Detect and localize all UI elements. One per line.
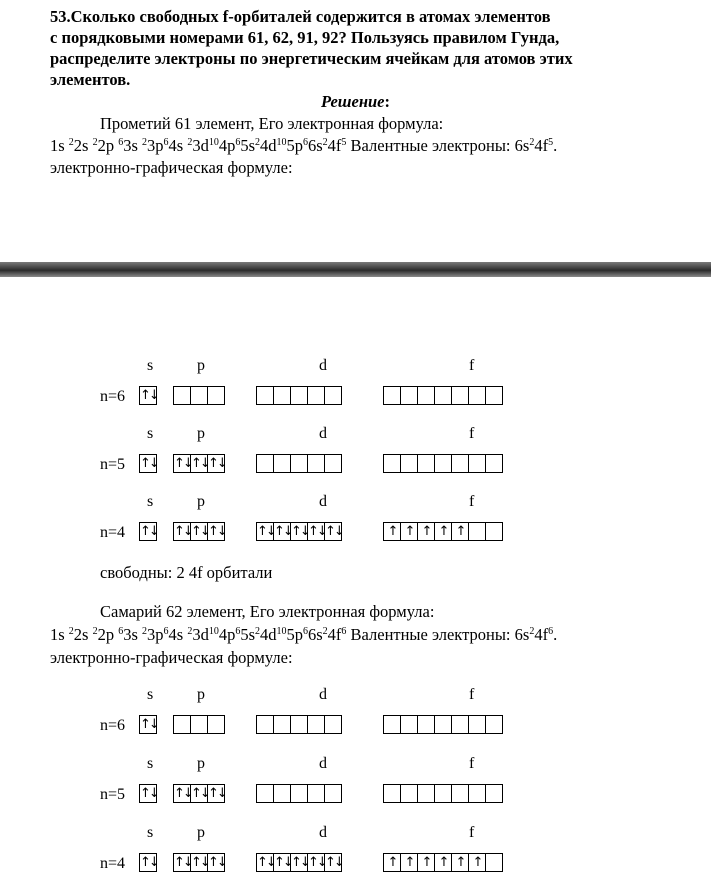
orbital-cell-f <box>451 784 469 803</box>
orbital-cell-f <box>485 784 503 803</box>
orbital-cell-d <box>324 784 342 803</box>
config-text: 4f <box>534 136 549 155</box>
orbital-cell-d <box>324 715 342 734</box>
orbital-cell-f: ↑ <box>400 522 418 541</box>
page-break-band <box>0 262 711 277</box>
config-superscript: 2 <box>322 137 328 148</box>
config-text: . <box>553 625 558 644</box>
orbital-cell-p <box>190 386 208 405</box>
orbital-cell-f <box>434 386 452 405</box>
orbital-cell-d: ↑↓ <box>274 855 292 870</box>
orbital-cell-f <box>485 715 503 734</box>
config-text: 4f <box>534 625 549 644</box>
config-text: 4s <box>168 136 188 155</box>
config-text: 5s <box>240 625 255 644</box>
orbital-cell-f: ↑ <box>434 522 452 541</box>
orbital-cell-s: ↑↓ <box>140 388 158 403</box>
orbital-cell-f <box>485 386 503 405</box>
promethium-config <box>50 136 557 156</box>
sublevel-header-f: f <box>469 686 475 703</box>
orbital-cell-d: ↑↓ <box>308 855 326 870</box>
orbital-cell-p: ↑↓ <box>208 855 226 870</box>
orbital-cell-f <box>383 454 401 473</box>
orbital-cell-f <box>485 522 503 541</box>
config-superscript: 2 <box>142 137 148 148</box>
orbital-cell-d: ↑↓ <box>274 524 292 539</box>
orbital-cell-f <box>485 454 503 473</box>
config-text: 3d <box>192 136 209 155</box>
sublevel-header-s: s <box>147 357 154 374</box>
orbital-cell-f <box>417 784 435 803</box>
promethium-diagram-label: электронно-графическая формуле: <box>50 158 293 177</box>
config-superscript: 6 <box>548 626 554 637</box>
orbital-cell-d <box>256 715 274 734</box>
config-text: 2p <box>97 625 119 644</box>
orbital-cell-d <box>307 454 325 473</box>
orbital-cell-d: ↑↓ <box>257 855 275 870</box>
orbital-cell-d <box>324 386 342 405</box>
config-text: 4f <box>327 136 342 155</box>
orbital-cell-d <box>290 784 308 803</box>
orbital-cell-f: ↑ <box>417 853 435 872</box>
sublevel-header-d: d <box>319 824 327 841</box>
sublevel-header-p: p <box>197 425 205 442</box>
level-label: n=4 <box>100 855 126 872</box>
config-text: 6s <box>307 625 323 644</box>
config-superscript: 2 <box>68 626 74 637</box>
orbital-cell-p: ↑↓ <box>174 456 192 471</box>
orbital-cell-d <box>290 715 308 734</box>
orbital-cell-p: ↑↓ <box>191 855 209 870</box>
orbital-cell-s: ↑↓ <box>140 456 158 471</box>
problem-line-2: с порядковыми номерами 61, 62, 91, 92? Пользуясь правилом Гунда, <box>50 28 560 47</box>
solution-heading: Решение: <box>320 92 391 111</box>
orbital-cell-f <box>400 386 418 405</box>
orbital-cell-f: ↑ <box>383 522 401 541</box>
config-superscript: 5 <box>548 137 554 148</box>
config-text: 5p <box>286 136 303 155</box>
sublevel-header-p: p <box>197 824 205 841</box>
orbital-cell-d <box>307 784 325 803</box>
orbital-cell-p: ↑↓ <box>191 524 209 539</box>
orbital-cell-p <box>207 715 225 734</box>
config-text: 4p <box>218 136 236 155</box>
promethium-free-note: свободны: 2 4f орбитали <box>100 563 273 582</box>
problem-statement <box>50 6 675 90</box>
sublevel-header-d: d <box>319 686 327 703</box>
sublevel-header-p: p <box>197 755 205 772</box>
problem-line-1: 53.Сколько свободных f-орбиталей содержится в атомах элементов <box>50 7 551 26</box>
level-label: n=6 <box>100 717 126 734</box>
config-text: 3d <box>192 625 209 644</box>
orbital-cell-p <box>190 715 208 734</box>
orbital-cell-f <box>417 386 435 405</box>
config-text: 3s <box>123 625 143 644</box>
sublevel-header-s: s <box>147 824 154 841</box>
orbital-cell-d: ↑↓ <box>291 524 309 539</box>
config-superscript: 6 <box>163 626 169 637</box>
orbital-cell-d <box>273 715 291 734</box>
orbital-cell-s: ↑↓ <box>140 786 158 801</box>
orbital-cell-f <box>451 386 469 405</box>
config-superscript: 2 <box>142 626 148 637</box>
orbital-cell-s: ↑↓ <box>140 717 158 732</box>
orbital-cell-f <box>417 454 435 473</box>
orbital-cell-d <box>273 386 291 405</box>
sublevel-header-d: d <box>319 425 327 442</box>
sublevel-header-d: d <box>319 755 327 772</box>
level-label: n=5 <box>100 456 126 473</box>
orbital-cell-f <box>417 715 435 734</box>
orbital-cell-s: ↑↓ <box>140 524 158 539</box>
orbital-cell-p: ↑↓ <box>174 855 192 870</box>
level-label: n=5 <box>100 786 126 803</box>
config-text: 3p <box>147 136 164 155</box>
orbital-cell-p <box>173 386 191 405</box>
orbital-cell-f <box>383 784 401 803</box>
orbital-cell-f <box>434 454 452 473</box>
config-superscript: 2 <box>92 626 98 637</box>
config-superscript: 10 <box>276 137 287 148</box>
orbital-cell-p <box>207 386 225 405</box>
config-superscript: 10 <box>208 137 219 148</box>
sublevel-header-p: p <box>197 686 205 703</box>
orbital-cell-p: ↑↓ <box>208 786 226 801</box>
orbital-cell-p: ↑↓ <box>191 456 209 471</box>
orbital-cell-s: ↑↓ <box>140 855 158 870</box>
orbital-cell-d <box>307 715 325 734</box>
orbital-cell-p: ↑↓ <box>174 524 192 539</box>
orbital-cell-d <box>307 386 325 405</box>
promethium-intro: Прометий 61 элемент, Его электронная формула: <box>100 114 444 133</box>
config-superscript: 2 <box>529 626 535 637</box>
sublevel-header-f: f <box>469 493 475 510</box>
config-superscript: 2 <box>187 626 193 637</box>
config-superscript: 2 <box>529 137 535 148</box>
config-superscript: 6 <box>118 626 124 637</box>
orbital-cell-f: ↑ <box>434 853 452 872</box>
samarium-intro: Самарий 62 элемент, Его электронная формула: <box>100 602 435 621</box>
config-superscript: 6 <box>302 137 308 148</box>
config-text: 3s <box>123 136 143 155</box>
config-superscript: 2 <box>254 137 260 148</box>
orbital-cell-f: ↑ <box>468 853 486 872</box>
level-label: n=6 <box>100 388 126 405</box>
orbital-cell-p: ↑↓ <box>208 456 226 471</box>
orbital-cell-d <box>256 454 274 473</box>
config-text: 4f <box>327 625 342 644</box>
sublevel-header-s: s <box>147 686 154 703</box>
config-superscript: 6 <box>118 137 124 148</box>
orbital-cell-f <box>383 386 401 405</box>
orbital-cell-f: ↑ <box>451 522 469 541</box>
orbital-cell-d <box>290 454 308 473</box>
orbital-cell-d <box>324 454 342 473</box>
config-text: 4d <box>259 625 277 644</box>
sublevel-header-f: f <box>469 755 475 772</box>
orbital-cell-f <box>468 454 486 473</box>
config-superscript: 6 <box>302 626 308 637</box>
orbital-cell-f <box>468 522 486 541</box>
orbital-cell-d <box>290 386 308 405</box>
problem-line-3: распределите электроны по энергетическим ячейкам для атомов этих <box>50 49 573 68</box>
orbital-cell-d <box>256 784 274 803</box>
orbital-cell-d: ↑↓ <box>291 855 309 870</box>
orbital-cell-f <box>468 386 486 405</box>
orbital-cell-f: ↑ <box>400 853 418 872</box>
orbital-cell-p: ↑↓ <box>191 786 209 801</box>
config-text: 3p <box>147 625 164 644</box>
orbital-cell-d <box>273 784 291 803</box>
config-text: 1s <box>50 625 69 644</box>
config-superscript: 2 <box>92 137 98 148</box>
orbital-cell-f <box>451 715 469 734</box>
config-text: Валентные электроны: 6s <box>346 625 530 644</box>
orbital-cell-f <box>468 715 486 734</box>
config-superscript: 6 <box>235 626 241 637</box>
orbital-cell-f <box>468 784 486 803</box>
config-superscript: 2 <box>254 626 260 637</box>
orbital-cell-p <box>173 715 191 734</box>
config-superscript: 6 <box>341 626 347 637</box>
sublevel-header-f: f <box>469 824 475 841</box>
config-superscript: 6 <box>235 137 241 148</box>
config-text: . <box>553 136 558 155</box>
config-text: 1s <box>50 136 69 155</box>
config-superscript: 10 <box>208 626 219 637</box>
sublevel-header-d: d <box>319 493 327 510</box>
orbital-cell-f <box>434 784 452 803</box>
config-text: 6s <box>307 136 323 155</box>
orbital-cell-f: ↑ <box>383 853 401 872</box>
orbital-cell-p: ↑↓ <box>174 786 192 801</box>
orbital-cell-d: ↑↓ <box>257 524 275 539</box>
orbital-cell-d <box>256 386 274 405</box>
config-text: 5p <box>286 625 303 644</box>
orbital-cell-f <box>485 853 503 872</box>
config-text: 4s <box>168 625 188 644</box>
orbital-cell-f <box>434 715 452 734</box>
config-superscript: 10 <box>276 626 287 637</box>
orbital-cell-p: ↑↓ <box>208 524 226 539</box>
orbital-cell-f <box>400 715 418 734</box>
orbital-cell-d: ↑↓ <box>308 524 326 539</box>
sublevel-header-d: d <box>319 357 327 374</box>
config-superscript: 6 <box>163 137 169 148</box>
config-superscript: 2 <box>187 137 193 148</box>
sublevel-header-s: s <box>147 425 154 442</box>
sublevel-header-f: f <box>469 357 475 374</box>
sublevel-header-f: f <box>469 425 475 442</box>
orbital-cell-d: ↑↓ <box>325 855 343 870</box>
problem-number: 53. <box>50 7 71 26</box>
orbital-cell-f: ↑ <box>451 853 469 872</box>
sublevel-header-s: s <box>147 755 154 772</box>
samarium-diagram-label: электронно-графическая формуле: <box>50 648 293 667</box>
config-text: Валентные электроны: 6s <box>346 136 530 155</box>
orbital-cell-d: ↑↓ <box>325 524 343 539</box>
orbital-cell-f: ↑ <box>417 522 435 541</box>
config-text: 4d <box>259 136 277 155</box>
problem-line-4: элементов. <box>50 70 131 89</box>
config-text: 2p <box>97 136 119 155</box>
level-label: n=4 <box>100 524 126 541</box>
orbital-cell-f <box>400 784 418 803</box>
orbital-cell-f <box>451 454 469 473</box>
config-superscript: 2 <box>322 626 328 637</box>
orbital-cell-d <box>273 454 291 473</box>
config-superscript: 2 <box>68 137 74 148</box>
config-text: 4p <box>218 625 236 644</box>
config-superscript: 5 <box>341 137 347 148</box>
config-text: 2s <box>73 625 93 644</box>
sublevel-header-p: p <box>197 357 205 374</box>
config-text: 5s <box>240 136 255 155</box>
orbital-cell-f <box>400 454 418 473</box>
sublevel-header-p: p <box>197 493 205 510</box>
config-text: 2s <box>73 136 93 155</box>
sublevel-header-s: s <box>147 493 154 510</box>
samarium-config <box>50 625 557 645</box>
orbital-cell-f <box>383 715 401 734</box>
